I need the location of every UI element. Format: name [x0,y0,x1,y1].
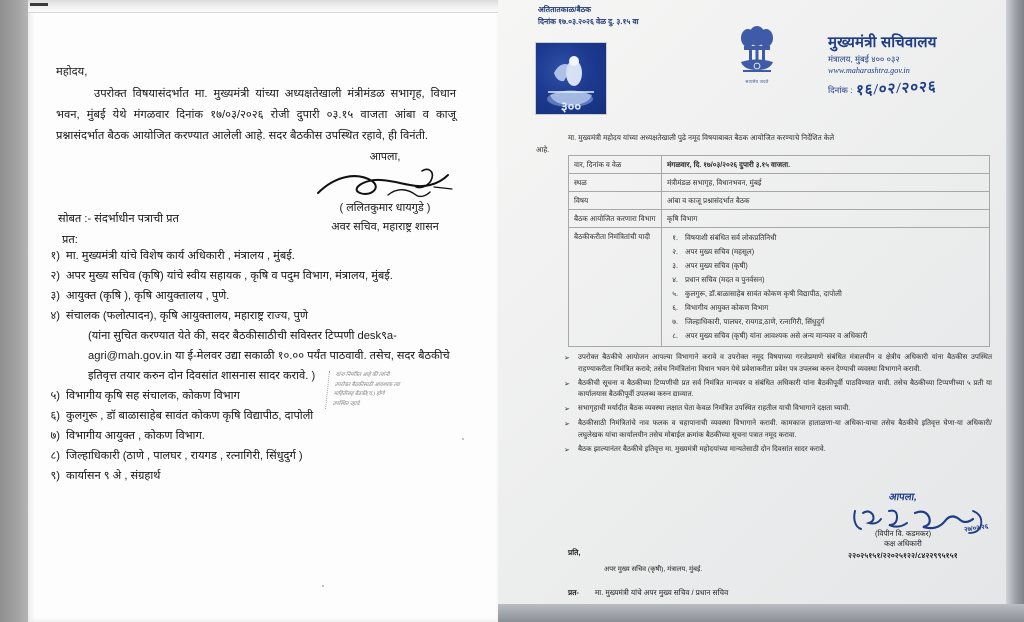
list-item-number: ७. [672,317,678,326]
margin-note-line: यांना निमंत्रित आहे की त्यांनी [335,372,390,378]
list-item [564,418,992,441]
emblem-caption: सत्यमेव जयते [745,79,769,84]
letterhead-date-value: १६/०२/२०२६ [855,78,937,100]
list-item-text: विभागीय आयुक्त कोकण विभाग [685,303,769,312]
arrow-bullet-icon: ➢ [564,380,570,388]
list-item [40,466,470,486]
enclosure-line: सोबत :- संदर्भाधीन पत्राची प्रत [58,213,179,225]
list-item-text: बैठक झाल्यानंतर बैठकीचे इतिवृत्त मा. मुख्यमंत्री महोदयांच्या मान्यतेसाठी दोन दिवसांत सादर करावे. [578,445,826,454]
urgency-tag: अतितातकाळ/बैठक [538,5,591,14]
list-item-number: ३) [50,290,60,302]
left-signature-block [300,148,470,237]
right-signature-block [798,487,1008,561]
list-item [667,231,984,245]
list-item [40,446,470,466]
right-document-scan [498,0,1024,622]
contact-phone-numbers: २२०२५१५१/२२०२५१२२/८४२२९९५१५१ [848,551,958,560]
list-item-text: प्रधान सचिव (मदत व पुनर्वसन) [685,275,765,284]
margin-note-line: माहितीसह बैठकी(च.) होणे [333,391,385,397]
table-cell-value: कृषि विभाग [662,210,990,228]
addressee-block [568,548,702,573]
left-page-corner-mark [30,3,48,6]
copy-to-list [40,246,470,486]
arrow-bullet-icon: ➢ [564,421,570,429]
list-item-text: अपर मुख्य सचिव (कृषि) यांचे स्वीय सहायक , कृषि व पदुम विभाग, मंत्रालय, मुंबई. [66,270,393,282]
list-item-note: (यांना सुचित करण्यात येते की, सदर बैठकीसाठीची सविस्तर टिप्पणी desk९a-agri@mah.gov.in या ई-मेलवर उद्या सकाळी १०.०० पर्यंत पाठवावी. तसेच, सदर बैठकीचे इतिवृत्त तयार करुन दोन दिवसांत शासनास सादर करावे. ) [88,330,450,382]
list-item-text: अपर मुख्य सचिव (कृषी) [685,261,748,270]
list-item-number: १. [672,233,678,242]
list-item [564,444,992,457]
list-item-number: ५. [672,289,678,298]
signer-name: ( ललितकुमार धायगुडे ) [339,202,431,214]
svg-text:३००: ३०० [560,99,582,114]
copy-to-label: प्रत: [62,234,78,246]
table-cell-key: वार, दिनांक व वेळ [569,156,662,174]
invitee-list [667,231,984,343]
scan-speck [322,585,324,587]
meeting-datetime-header: दिनांक १७.०३.२०२६ वेळ दु. ३.१५ वा [538,17,639,26]
left-document-scan [0,0,498,622]
letterhead-address: मंत्रालय, मुंबई ४०० ०३२ [828,54,900,64]
list-item [667,287,984,301]
margin-note-line: उपस्थित रहावे. [332,400,361,407]
letterhead-date-label: दिनांक : [828,85,853,95]
table-cell-key: स्थळ [569,174,662,192]
arrow-bullet-icon: ➢ [564,355,570,362]
list-item [40,406,470,426]
list-item-text: बैठकीसाठी निमंत्रितांचे नाव फलक व चहापानाची व्यवस्था विभागाने करावी. कामकाज हाताळणा-या अधिका-याचा तसेच बैठकीचे इतिवृत्त घेणा-या अधिकारी/लघुलेखक यांचा कार्यालयीन तसेच मोबाईल क्रमांक बैठकीच्या सूचना पत्रात नमूद करावा. [578,419,992,440]
scan-speck [462,438,464,440]
salutation: महोदय, [56,66,88,78]
list-item-text: उपरोक्त बैठकीचे आयोजन आपल्या विभागाने करावे व उपरोक्त नमूद विषयाच्या गरजेप्रमाणे संबंधित मंत्रालयीन व क्षेत्रीय अधिकारी यांना बैठकीस उपस्थित राहण्याकरीता निमंत्रित करावे; तसेच निमंत्रितांना विधान भवन येथे प्रवेशाकरीता प्रवेश पत्र उपलब्ध करुन देण्याची व्यवस्था विभागाने करावी. [578,353,992,373]
list-item-number: ५) [50,390,60,402]
list-item [667,259,984,273]
list-item-text: कुलगुरू, डॉ.बाळासाहेब सावंत कोकण कृषी विद्यापीठ, दापोली [685,289,842,298]
list-item-number: ९) [50,470,60,482]
table-cell-value: मंत्रीमंडळ सभागृह, विधानभवन, मुंबई [662,174,990,192]
list-item-text: विषयाशी संबंधित सर्व लोकप्रतिनिधी [685,233,777,242]
copy-to-value: मा. मुख्यमंत्री यांचे अपर मुख्य सचिव / प्रधान सचिव [594,588,729,597]
addressee-label: प्रति, [568,548,581,557]
list-item-number: ४. [672,275,678,284]
list-item-text: अपर मुख्य सचिव (महसूल) [685,247,755,256]
list-item [564,378,992,401]
list-item-number: ८. [672,331,678,340]
list-item-number: ६) [50,410,60,422]
list-item [40,426,470,446]
list-item-text: मा. मुख्यमंत्री यांचे विशेष कार्य अधिकारी , मंत्रालय , मुंबई. [66,250,295,262]
list-item-text: विभागीय आयुक्त , कोकण विभाग. [66,430,205,442]
urgency-header [538,4,639,28]
arrow-bullet-icon: ➢ [564,447,570,455]
signer-designation: अवर सचिव, महाराष्ट्र शासन [331,221,439,233]
list-item-number: ६. [672,303,678,312]
right-page-edge-shadow [1006,0,1024,604]
list-item [40,246,470,266]
list-item-text: विभागीय कृषि सह संचालक, कोकण विभाग [66,390,240,402]
copy-to-label: प्रत- [568,588,579,597]
list-item [40,286,470,306]
list-item-text: कुलगुरू , डॉ बाळासाहेब सावंत कोकण कृषि विद्यापीठ, दापोली [66,410,314,422]
intro-paragraph [536,132,988,155]
list-item-number: १) [50,250,60,262]
signer-designation: कक्ष अधिकारी [884,539,922,548]
table-row [569,156,990,174]
left-letter-body [56,62,456,147]
ashoka-emblem-icon [726,22,788,85]
meeting-details-table [568,155,990,347]
list-item-number: ७) [50,430,60,442]
table-cell-invitee-list [662,228,990,347]
instructions-list [564,352,992,459]
list-item-text: कार्यासन ९ अे , संग्रहार्थ [66,470,161,482]
list-item-text: सभागृहाची मर्यादीत बैठक व्यवस्था लक्षात घेता केवळ निमंत्रित उपस्थित राहतील याची विभागाने दक्षता घ्यावी. [578,404,851,413]
addressee-value: अपर मुख्य सचिव (कृषी), मंत्रालय, मुंबई. [604,566,703,573]
copy-to-block [568,588,728,598]
signature-date: २७/०२/२६ [963,523,989,534]
list-item [667,273,984,287]
table-row [569,174,990,192]
table-cell-value: मंगळवार, दि. १७/०३/२०२६ दुपारी ३.१५ वाजता. [662,156,990,174]
list-item [667,245,984,259]
table-row [569,192,990,210]
arrow-bullet-icon: ➢ [564,406,570,414]
list-item-number: ३. [672,261,678,270]
list-item-text: जिल्हाधिकारी, पालघर, रायगड,ठाणे, रत्नागिरी, सिंधुदुर्ग [685,317,825,326]
letter-paragraph: उपरोक्त विषयासंदर्भात मा. मुख्यमंत्री यांच्या अध्यक्षतेखाली मंत्रीमंडळ सभागृह, विधान भवन, मुंबई येथे मंगळवार दिनांक १७/०३/२०२६ रोजी दुपारी ०३.१५ वाजता आंबा व काजू प्रश्नासंदर्भात बैठक आयोजित करण्यात आलेली आहे. सदर बैठकीस उपस्थित रहावे, ही विनंती. [56,88,456,142]
list-item-text: बैठकीची सूचना व बैठकीच्या टिप्पणीची प्रत सर्व निमंत्रित मान्यवर व संबंधित अधिकारी यांना बैठकीपूर्वी पाठविण्यात यावी. तसेच बैठकीच्या टिप्पणीच्या ५ प्रती या कार्यालयास बैठकीपूर्वी उपलब्ध करुन द्याव्यात. [578,378,992,399]
signer-name: (विपीन वि. कडमकर) [874,529,932,538]
handwritten-margin-note [325,371,440,409]
intro-line: आहे. [536,144,550,154]
intro-line: मा. मुख्यमंत्री महोदय यांच्या अध्यक्षतेखाली पुढे नमूद विषयाबाबत बैठक आयोजित करण्याचे निर्देशित केले [568,133,835,142]
list-item [564,352,992,375]
list-item-number: ४) [50,310,60,322]
table-row [569,210,990,228]
letterhead-website: www.maharashtra.gov.in [828,66,910,75]
list-item-text: अपर मुख्य सचिव (कृषी) यांना आवश्यक असे अन्य मान्यवर व अधिकारी [685,331,868,340]
closing-word: आपला, [888,492,918,503]
closing-word: आपला, [369,151,401,163]
list-item [40,266,470,286]
table-cell-key: विषय [569,192,662,210]
letterhead-title: मुख्यमंत्री सचिवालय [828,34,937,51]
list-item [667,329,984,343]
margin-note-line: उपरोक्त बैठकीसाठी आवश्यक त्या [334,381,400,388]
list-item-main: संचालक (फलोत्पादन), कृषि आयुक्तालय, महाराष्ट्र राज्य, पुणे [66,310,308,322]
list-item-number: ८) [50,450,60,462]
right-document-page [498,0,1006,604]
left-scan-gutter [0,0,28,622]
list-item-number: २) [50,270,60,282]
list-item-text: आयुक्त (कृषि ), कृषि आयुक्तालय , पुणे. [66,290,230,302]
table-row-invitees [569,228,990,347]
letterhead [828,32,1008,98]
list-item [667,301,984,315]
table-cell-key: बैठक आयोजित करणारा विभाग [569,210,662,228]
table-cell-value: आंबा व काजू प्रश्नासंदर्भात बैठक [662,192,990,210]
maharashtra-government-logo-icon [535,42,607,115]
list-item-number: २. [672,247,678,256]
table-cell-key: बैठकीकरीता निमंत्रितांची यादी [569,228,662,347]
list-item-text: जिल्हाधिकारी (ठाणे , पालघर , रायगड , रत्नागिरी, सिंधुदुर्ग ) [66,450,303,462]
list-item [564,403,992,416]
right-page-bottom-shadow [498,604,1024,622]
letterhead-date [828,78,1008,98]
left-page-top-edge [28,0,498,13]
list-item [667,315,984,329]
